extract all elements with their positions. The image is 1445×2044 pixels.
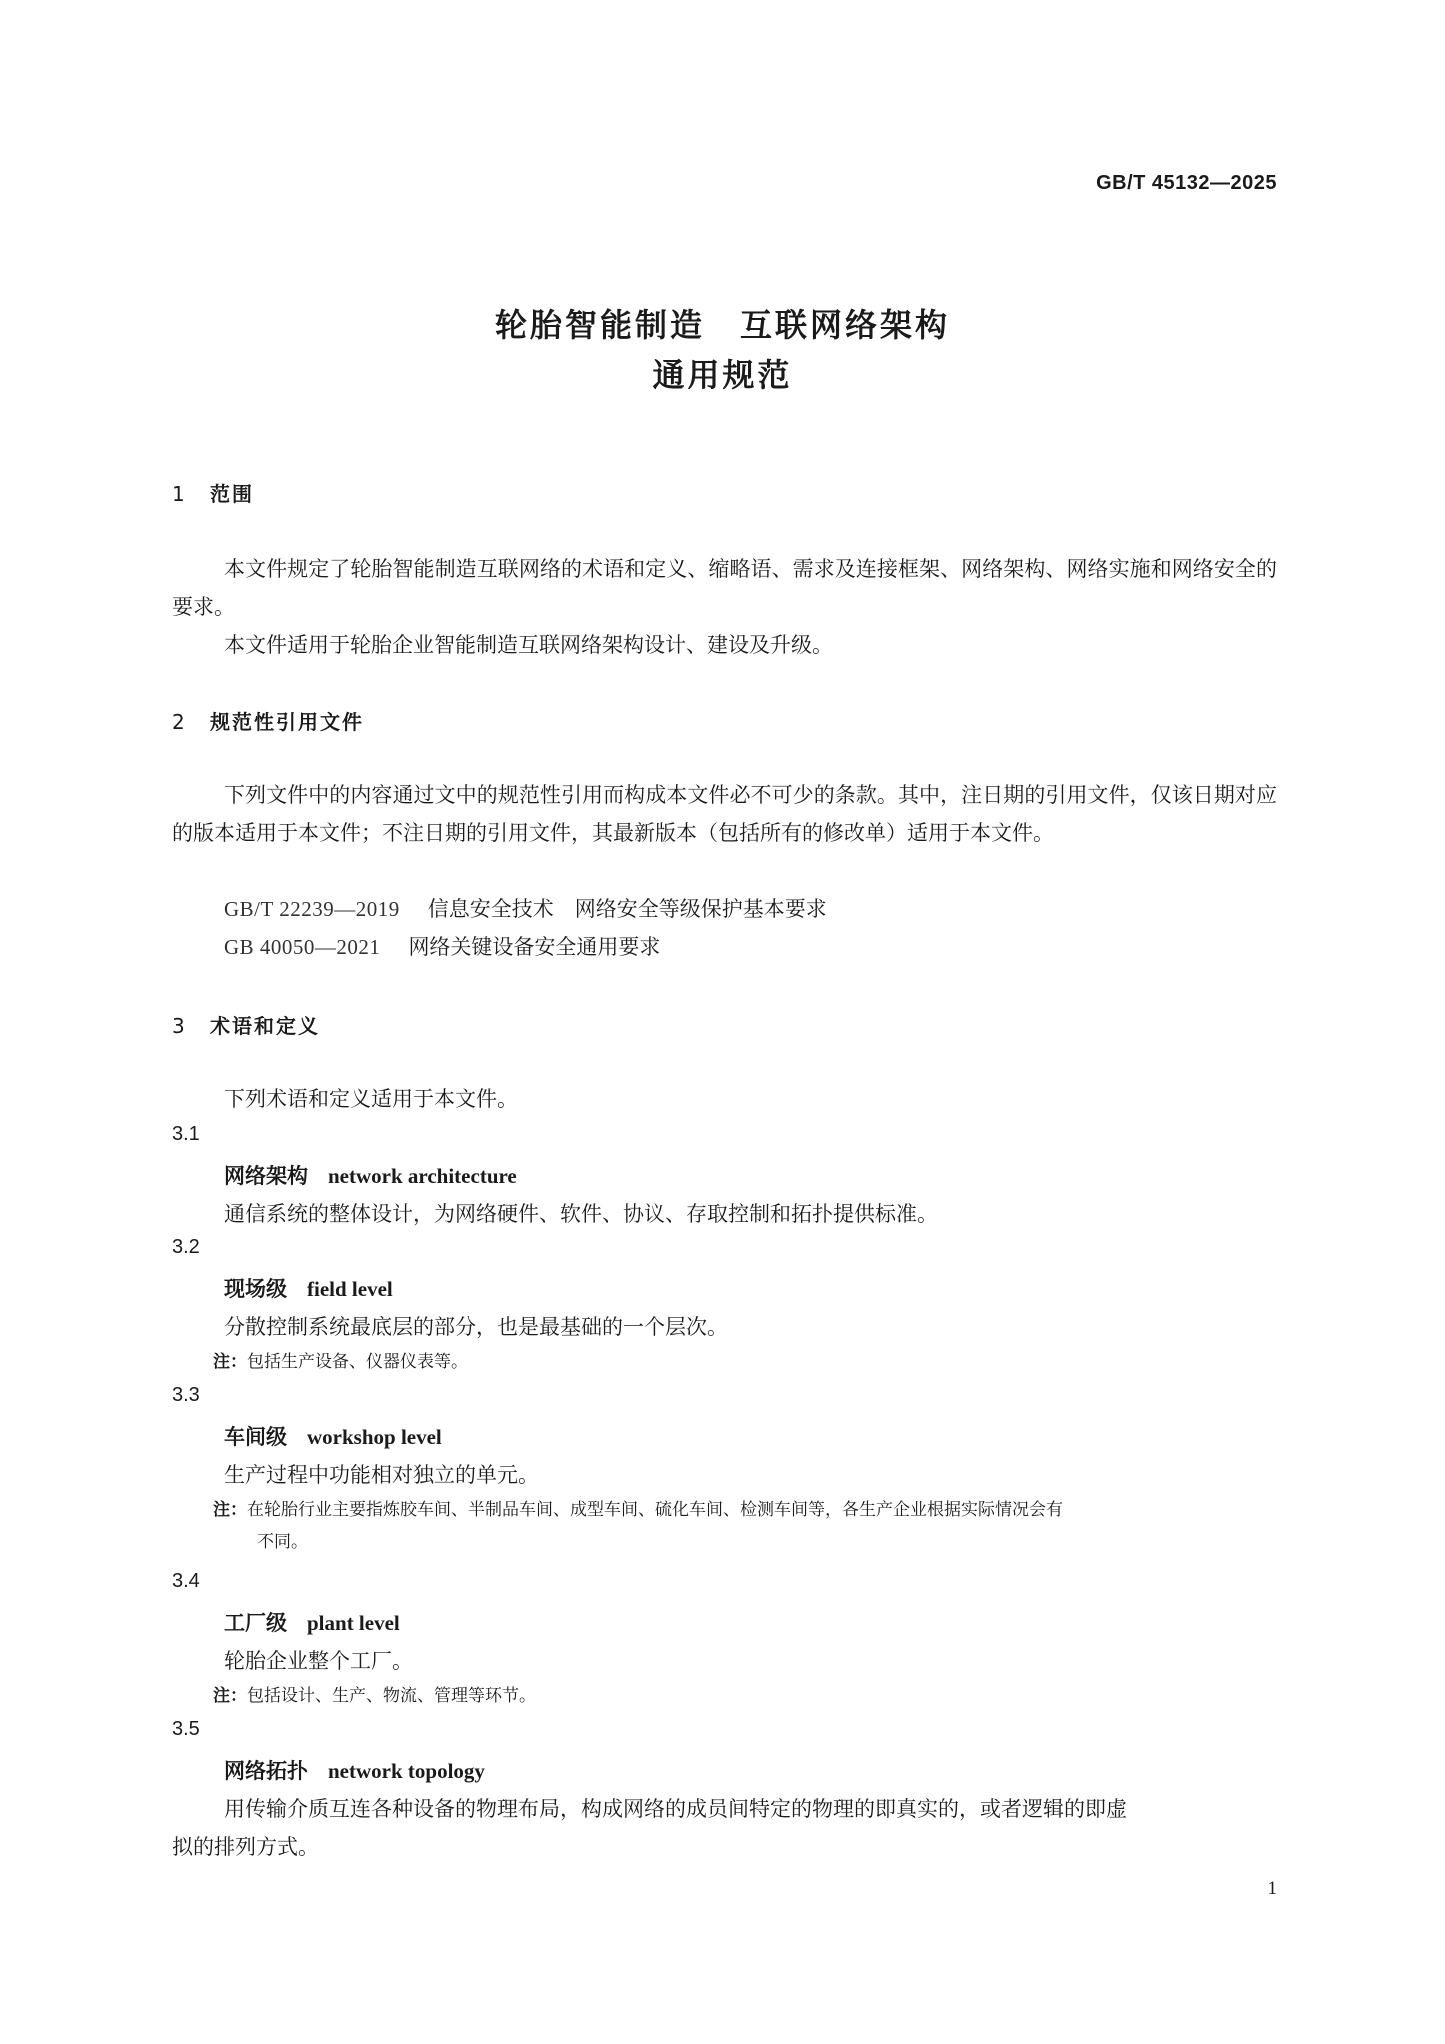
term-number: 3.4 — [172, 1570, 200, 1592]
section-2-heading — [172, 706, 364, 735]
note-label: 注： — [213, 1686, 247, 1706]
term-heading — [224, 1755, 485, 1785]
term-number: 3.1 — [172, 1123, 200, 1145]
term-en: field level — [307, 1277, 393, 1301]
section-1-heading — [172, 478, 254, 507]
term-heading — [224, 1421, 442, 1451]
note-label: 注： — [213, 1352, 247, 1372]
page-number: 1 — [1267, 1878, 1277, 1899]
section-number: 1 — [172, 482, 187, 506]
note-text: 在轮胎行业主要指炼胶车间、半制品车间、成型车间、硫化车间、检测车间等，各生产企业根据实际情况会有 — [247, 1500, 1063, 1520]
document-title-line2: 通用规范 — [652, 356, 793, 394]
section-title: 范围 — [210, 482, 254, 506]
note-text: 包括生产设备、仪器仪表等。 — [247, 1352, 468, 1372]
term-en: workshop level — [307, 1425, 442, 1449]
term-number: 3.3 — [172, 1384, 200, 1406]
term-definition: 通信系统的整体设计，为网络硬件、软件、协议、存取控制和拓扑提供标准。 — [224, 1202, 938, 1226]
terms-intro: 下列术语和定义适用于本文件。 — [224, 1087, 518, 1111]
term-note — [213, 1346, 1277, 1378]
term-heading — [224, 1607, 400, 1637]
note-text-continued: 不同。 — [257, 1532, 308, 1552]
reference-code: GB/T 22239—2019 — [224, 897, 400, 921]
term-definition-continued: 拟的排列方式。 — [172, 1835, 319, 1859]
section-3-heading — [172, 1010, 320, 1039]
term-en: network topology — [328, 1759, 485, 1783]
term-note — [213, 1494, 1277, 1558]
normative-reference — [224, 893, 827, 923]
term-definition: 用传输介质互连各种设备的物理布局，构成网络的成员间特定的物理的即真实的，或者逻辑的即虚 — [224, 1797, 1127, 1821]
section-title: 规范性引用文件 — [210, 710, 364, 734]
term-heading — [224, 1273, 393, 1303]
reference-code: GB 40050—2021 — [224, 935, 381, 959]
term-zh: 车间级 — [224, 1425, 287, 1449]
scope-paragraph-1: 本文件规定了轮胎智能制造互联网络的术语和定义、缩略语、需求及连接框架、网络架构、网络实施和网络安全的要求。 — [172, 557, 1277, 619]
term-zh: 网络架构 — [224, 1164, 308, 1188]
normative-reference — [224, 931, 660, 961]
term-definition: 生产过程中功能相对独立的单元。 — [224, 1463, 539, 1487]
reference-title: 网络关键设备安全通用要求 — [408, 935, 661, 959]
term-heading — [224, 1160, 517, 1190]
normative-intro: 下列文件中的内容通过文中的规范性引用而构成本文件必不可少的条款。其中，注日期的引用文件，仅该日期对应的版本适用于本文件；不注日期的引用文件，其最新版本（包括所有的修改单）适用于本文件。 — [172, 783, 1277, 845]
note-text: 包括设计、生产、物流、管理等环节。 — [247, 1686, 536, 1706]
term-definition: 分散控制系统最底层的部分，也是最基础的一个层次。 — [224, 1315, 728, 1339]
term-zh: 工厂级 — [224, 1611, 287, 1635]
term-zh: 现场级 — [224, 1277, 287, 1301]
standard-code: GB/T 45132—2025 — [1096, 172, 1277, 194]
term-definition: 轮胎企业整个工厂。 — [224, 1649, 413, 1673]
term-en: network architecture — [328, 1164, 517, 1188]
section-title: 术语和定义 — [210, 1014, 320, 1038]
term-number: 3.2 — [172, 1236, 200, 1258]
note-label: 注： — [213, 1500, 247, 1520]
section-number: 2 — [172, 710, 187, 734]
section-number: 3 — [172, 1014, 187, 1038]
term-zh: 网络拓扑 — [224, 1759, 308, 1783]
term-number: 3.5 — [172, 1718, 200, 1740]
scope-paragraph-2: 本文件适用于轮胎企业智能制造互联网络架构设计、建设及升级。 — [224, 633, 833, 657]
term-en: plant level — [307, 1611, 400, 1635]
reference-title: 信息安全技术 网络安全等级保护基本要求 — [427, 897, 827, 921]
document-title-line1: 轮胎智能制造 互联网络架构 — [494, 306, 950, 344]
term-note — [213, 1680, 1277, 1712]
